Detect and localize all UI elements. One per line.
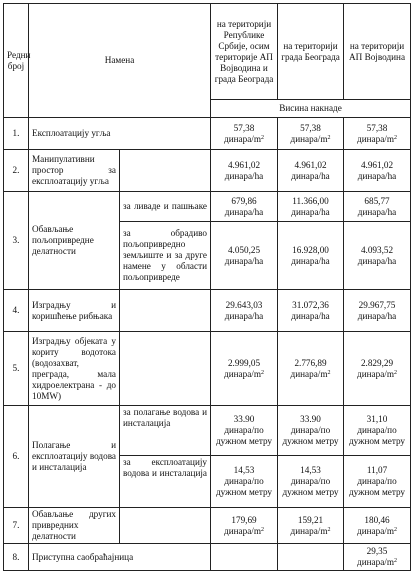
fee-cell <box>211 222 278 290</box>
fee-text: 57,38 <box>366 122 388 133</box>
row-purpose: Обављање других привредних делатности <box>29 508 120 544</box>
fee-table <box>3 3 411 571</box>
fee-cell <box>344 456 411 508</box>
row-subpurpose: за обрадиво пољопривредно земљиште и за друге намене у области пољопривреде <box>120 222 211 290</box>
fee-cell <box>211 290 278 332</box>
fee-text: 4.961,02 <box>294 159 327 170</box>
fee-text: динара/по дужном метру <box>349 476 406 497</box>
row-number: 3. <box>4 192 29 290</box>
fee-text: 4.093,52 <box>360 244 394 255</box>
fee-text: динара/ha <box>291 310 330 321</box>
unit-superscript: 2 <box>394 526 397 533</box>
fee-cell <box>278 222 344 290</box>
fee-text: 29,35 <box>366 546 388 556</box>
fee-text: 685,77 <box>364 195 390 206</box>
fee-text: 16.928,00 <box>292 244 329 255</box>
fee-text: 33.90 <box>300 414 321 424</box>
fee-cell <box>211 406 278 456</box>
fee-text: динара/по дужном метру <box>282 425 339 446</box>
row-number: 6. <box>4 406 29 508</box>
unit-superscript: 2 <box>327 134 331 141</box>
unit-superscript: 2 <box>261 526 264 533</box>
fee-text: 57,38 <box>300 122 321 133</box>
row-purpose: Изградњу и коришћење рибњака <box>29 290 120 332</box>
fee-cell <box>211 508 278 544</box>
fee-cell <box>211 118 278 150</box>
row-purpose: Полагање и експлоатацију водова и инсталација <box>29 406 120 508</box>
fee-text: динара/ha <box>224 310 264 321</box>
table-row <box>4 290 411 332</box>
fee-cell <box>344 406 411 456</box>
empty-cell <box>278 544 344 571</box>
table-row <box>4 118 411 150</box>
fee-cell <box>211 456 278 508</box>
row-purpose: Експлоатацију угља <box>29 118 211 150</box>
fee-text: динара/ha <box>224 170 264 181</box>
fee-text: 31.072,36 <box>292 299 329 310</box>
unit-superscript: 2 <box>261 369 264 376</box>
unit-superscript: 2 <box>394 134 397 141</box>
fee-text: динара/m <box>224 133 261 144</box>
fee-text: динара/m <box>224 368 261 379</box>
empty-cell <box>120 290 211 332</box>
fee-text: 4.961,02 <box>360 159 394 170</box>
fee-text: 2.829,29 <box>360 357 394 368</box>
unit-superscript: 2 <box>394 558 397 564</box>
row-number: 8. <box>4 544 29 571</box>
table-row <box>4 544 411 571</box>
header-col1: на територији Републике Србије, осим територије АП Војводина и града Београда <box>211 4 278 100</box>
header-row <box>4 4 411 100</box>
unit-superscript: 2 <box>327 526 331 533</box>
fee-text: 679,86 <box>231 195 257 206</box>
fee-cell <box>344 192 411 222</box>
unit-superscript: 2 <box>261 134 264 141</box>
table-row <box>4 508 411 544</box>
fee-text: 2.776,89 <box>294 357 327 368</box>
fee-text: динара/ha <box>357 206 397 217</box>
row-number: 5. <box>4 332 29 406</box>
fee-cell <box>211 332 278 406</box>
fee-text: динара/ha <box>224 255 264 266</box>
fee-text: динара/по дужном метру <box>216 476 273 497</box>
fee-text: 57,38 <box>233 122 255 133</box>
fee-cell <box>278 406 344 456</box>
table-row <box>4 192 411 222</box>
fee-text: динара/ha <box>357 255 397 266</box>
row-subpurpose: за експлоатацију водова и инсталација <box>120 456 211 508</box>
row-purpose: Приступна саобраћајница <box>29 544 211 571</box>
table-row <box>4 406 411 456</box>
row-purpose: Изградњу објеката у кориту водотока (водозахват, преграда, мала хидроелектрана - до 10MW) <box>29 332 120 406</box>
fee-text: 11,07 <box>366 465 388 475</box>
empty-cell <box>120 508 211 544</box>
empty-cell <box>120 150 211 192</box>
fee-cell <box>278 192 344 222</box>
row-number: 1. <box>4 118 29 150</box>
fee-text: динара/по дужном метру <box>282 476 339 497</box>
fee-cell <box>278 290 344 332</box>
fee-text: 4.050,25 <box>227 244 261 255</box>
row-number: 2. <box>4 150 29 192</box>
header-visina: Висина накнаде <box>211 100 411 118</box>
fee-text: динара/ha <box>357 170 397 181</box>
fee-cell <box>278 332 344 406</box>
row-subpurpose: за ливаде и пашњаке <box>120 192 211 222</box>
empty-cell <box>211 544 278 571</box>
fee-text: динара/m <box>290 133 328 144</box>
fee-cell <box>211 192 278 222</box>
fee-text: динара/m <box>357 368 394 379</box>
row-number: 4. <box>4 290 29 332</box>
unit-superscript: 2 <box>394 369 397 376</box>
fee-text: динара/m <box>357 557 394 567</box>
fee-cell <box>278 150 344 192</box>
fee-text: 29.967,75 <box>358 299 396 310</box>
fee-cell <box>344 222 411 290</box>
fee-cell <box>211 150 278 192</box>
fee-cell <box>278 508 344 544</box>
fee-text: динара/ha <box>224 206 264 217</box>
fee-text: 179,69 <box>231 514 257 525</box>
fee-cell <box>344 118 411 150</box>
table-row <box>4 150 411 192</box>
fee-text: 31,10 <box>366 414 388 424</box>
fee-text: 2.999,05 <box>227 357 261 368</box>
fee-text: динара/ha <box>291 170 330 181</box>
fee-text: динара/ha <box>291 255 330 266</box>
fee-cell <box>344 544 411 571</box>
row-purpose: Обављање пољопривредне делатности <box>29 192 120 290</box>
table-row <box>4 332 411 406</box>
fee-cell <box>344 150 411 192</box>
header-col3: на територији АП Војводина <box>344 4 411 100</box>
empty-cell <box>120 332 211 406</box>
fee-text: динара/m <box>290 368 328 379</box>
fee-cell <box>344 508 411 544</box>
header-rbr: Редни број <box>4 4 29 118</box>
unit-superscript: 2 <box>327 369 331 376</box>
fee-text: 180,46 <box>364 514 390 525</box>
fee-text: 159,21 <box>297 514 324 525</box>
header-namena: Намена <box>29 4 211 118</box>
fee-text: 11.366,00 <box>292 195 329 206</box>
fee-text: динара/m <box>224 525 261 536</box>
fee-text: динара/ha <box>357 310 397 321</box>
fee-cell <box>344 332 411 406</box>
fee-text: 29.643,03 <box>225 299 263 310</box>
fee-text: 4.961,02 <box>227 159 261 170</box>
fee-cell <box>278 118 344 150</box>
fee-cell <box>278 456 344 508</box>
fee-text: динара/по дужном метру <box>349 425 406 446</box>
fee-text: 33.90 <box>233 414 255 424</box>
fee-text: динара/m <box>357 525 394 536</box>
fee-text: динара/по дужном метру <box>216 425 273 446</box>
header-col2: на територији града Београда <box>278 4 344 100</box>
fee-text: динара/m <box>290 525 328 536</box>
fee-text: динара/m <box>357 133 394 144</box>
fee-text: 14,53 <box>233 465 255 475</box>
fee-text: динара/ha <box>291 206 330 217</box>
row-number: 7. <box>4 508 29 544</box>
row-purpose: Манипулативни простор за експлоатацију угља <box>29 150 120 192</box>
row-subpurpose: за полагање водова и инсталација <box>120 406 211 456</box>
fee-text: 14,53 <box>300 465 321 475</box>
fee-cell <box>344 290 411 332</box>
